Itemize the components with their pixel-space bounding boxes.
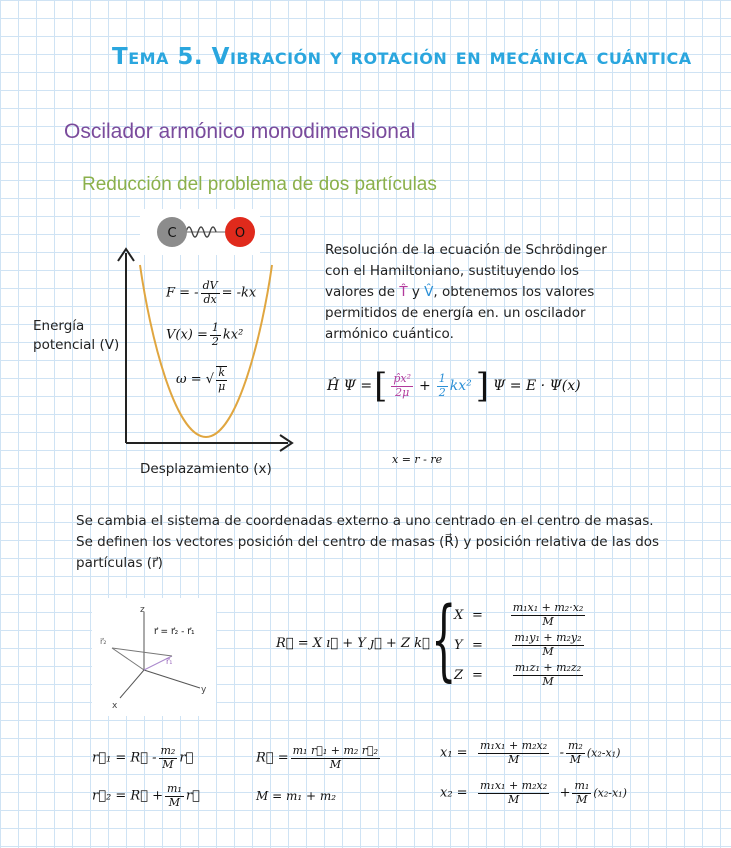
r1-tail: r⃗ (179, 750, 194, 766)
kinetic-operator: T̂ (399, 284, 408, 300)
intro-paragraph (325, 240, 665, 345)
center-mass-equation (256, 745, 382, 771)
relative-label: r⃗ = r⃗₂ - r⃗₁ (154, 627, 195, 637)
section-heading: Oscilador armónico monodimensional (64, 120, 416, 143)
force-den: dx (203, 292, 217, 306)
component-y-den: M (542, 644, 554, 658)
x1-den: M (507, 752, 520, 766)
x2-tail: (x₂-x₁) (593, 786, 627, 800)
schrod-rhs: Ψ = E · Ψ(x) (493, 378, 581, 394)
subsection-heading: Reducción del problema de dos partículas (82, 174, 437, 195)
atom-c-label: C (167, 226, 177, 241)
intro-line-3a: valores de (325, 284, 396, 300)
component-x-eq: = (472, 607, 483, 623)
y-axis-label-line1: Energía (33, 318, 85, 334)
component-y-num: m₁y₁ + m₂y₂ (514, 630, 582, 644)
schrodinger-equation (327, 366, 581, 406)
component-x-lhs: X (454, 607, 464, 623)
schrod-half-den: 2 (438, 385, 446, 399)
potential-operator: V̂ (424, 284, 434, 300)
omega-num: k (218, 366, 225, 379)
intro-line-1: Resolución de la ecuación de Schrödinger (325, 242, 607, 258)
schrod-plus: + (419, 378, 431, 394)
x1-equation (440, 740, 620, 766)
para2-line-2: Se definen los vectores posición del centro de masas (R⃗) y posición relativa de las dos (76, 534, 660, 550)
component-z-lhs: Z (454, 667, 464, 683)
potential-equation (166, 322, 243, 348)
r1-equation (92, 745, 193, 771)
x1-num: m₁x₁ + m₂x₂ (480, 739, 548, 752)
right-bracket: ] (475, 366, 490, 406)
component-x-num: m₁x₁ + m₂·x₂ (512, 600, 584, 614)
intro-conj: y (411, 284, 420, 300)
r2-tail: r⃗ (185, 788, 200, 804)
component-y (454, 630, 600, 660)
R-den: M (329, 757, 341, 771)
R-lhs: R⃗ = (256, 750, 289, 766)
omega-lhs: ω = (176, 372, 202, 388)
component-y-lhs: Y (454, 637, 463, 653)
schrod-half-num: 1 (438, 371, 446, 385)
x2-equation (440, 780, 627, 806)
para2-line-3: partículas (r⃗) (76, 555, 163, 571)
r2-den: M (168, 795, 181, 809)
schrod-lhs: Ĥ Ψ = (327, 378, 373, 394)
z-label: z (140, 605, 145, 615)
component-z (454, 660, 600, 690)
component-z-eq: = (472, 667, 483, 683)
potential-num: 1 (211, 321, 219, 334)
force-num: dV (202, 279, 218, 292)
page-title: Tema 5. Vibración y rotación en mecánica cuántica (112, 44, 692, 70)
x-definition: x = r - re (392, 453, 443, 466)
x2-op: + (559, 785, 571, 801)
x1-cnum: m₂ (567, 739, 583, 752)
intro-line-3 (325, 282, 665, 303)
r1-num: m₂ (160, 744, 176, 757)
intro-line-5: armónico cuántico. (325, 326, 454, 342)
force-lhs: F = - (166, 285, 199, 301)
x2-den: M (507, 792, 520, 806)
left-bracket: [ (374, 366, 388, 406)
atom-o-label: O (234, 226, 246, 241)
x2-lhs: x₂ = (440, 785, 468, 801)
intro-line-3b: , obtenemos los valores (433, 284, 595, 300)
y-axis-label (33, 317, 119, 355)
x2-num: m₁x₁ + m₂x₂ (480, 779, 548, 792)
x-axis-label: Desplazamiento (x) (140, 461, 272, 477)
y-label: y (201, 685, 207, 695)
r1-den: M (162, 757, 174, 771)
para2-line-1: Se cambia el sistema de coordenadas externo a uno centrado en el centro de masas. (76, 513, 654, 529)
potential-den: 2 (211, 334, 219, 348)
y-axis-label-line2: potencial (V) (33, 337, 120, 353)
schrod-kx2: kx² (449, 378, 472, 394)
schrod-p-num: p̂x² (393, 371, 412, 385)
component-y-eq: = (472, 637, 483, 653)
r2-lhs: r⃗₂ = R⃗ + (92, 788, 163, 804)
omega-equation: ω = √ $\frac{k}{\mu}$ (176, 366, 226, 393)
R-num: m₁ r⃗₁ + m₂ r⃗₂ (292, 744, 379, 757)
component-x-den: M (542, 614, 554, 628)
x2-cnum: m₁ (574, 779, 590, 792)
r1-lhs: r⃗₁ = R⃗ - (92, 750, 157, 766)
x2-cden: M (576, 792, 588, 806)
intro-line-4: permitidos de energía en. un oscilador (325, 305, 586, 321)
coordinate-axes-diagram (92, 598, 216, 716)
r2-label: r⃗₂ (100, 637, 107, 646)
component-x (454, 600, 600, 630)
x1-op: - (559, 745, 564, 761)
intro-line-2: con el Hamiltoniano, sustituyendo los (325, 263, 580, 279)
x1-lhs: x₁ = (440, 745, 468, 761)
coordinate-paragraph (76, 511, 716, 574)
center-of-mass-vector: R⃗ = X ı⃗ + Y ȷ⃗ + Z k⃗ (276, 636, 430, 651)
force-rhs: = -kx (221, 285, 257, 301)
potential-rhs: kx² (222, 327, 244, 343)
component-z-den: M (542, 674, 554, 688)
total-mass-equation: M = m₁ + m₂ (256, 789, 337, 803)
force-equation (166, 280, 256, 306)
axes-background (92, 598, 216, 716)
brace-icon: { (431, 590, 457, 692)
potential-lhs: V(x) = (166, 327, 208, 343)
x1-cden: M (569, 752, 582, 766)
component-z-num: m₁z₁ + m₂z₂ (514, 660, 582, 674)
x-label: x (112, 701, 118, 711)
r2-num: m₁ (167, 782, 182, 795)
omega-den: μ (218, 379, 226, 393)
x1-tail: (x₂-x₁) (586, 746, 621, 760)
r2-equation (92, 783, 200, 809)
schrod-p-den: 2μ (395, 385, 410, 399)
r1-label: r⃗₁ (166, 657, 173, 666)
components-block (454, 600, 600, 690)
